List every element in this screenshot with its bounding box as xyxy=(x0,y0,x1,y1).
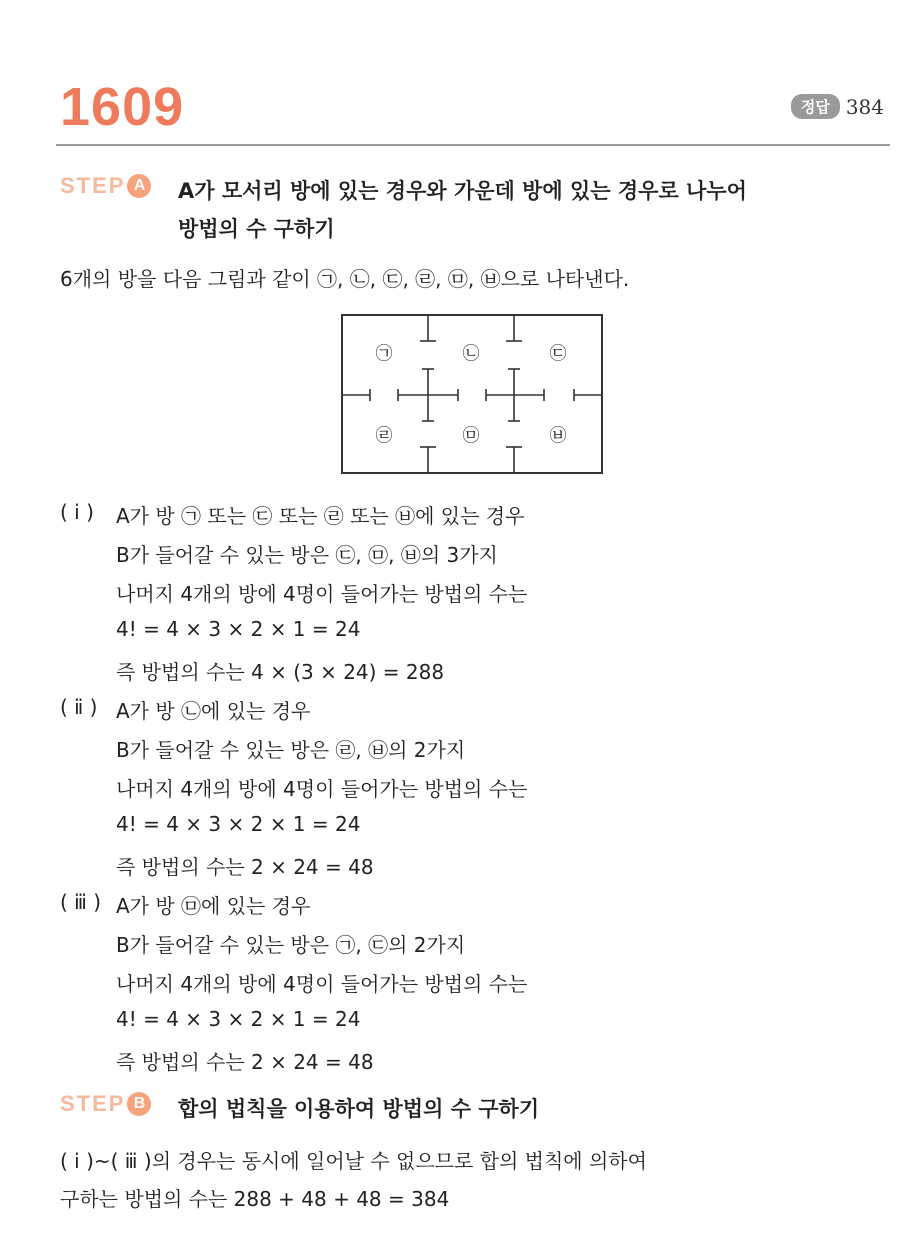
case-1-line-3: 나머지 4개의 방에 4명이 들어가는 방법의 수는 xyxy=(116,582,528,606)
room-label-5: ㉤ xyxy=(462,426,480,446)
room-label-1: ㉠ xyxy=(375,344,393,364)
room-label-3: ㉢ xyxy=(549,344,567,364)
case-1-line-1: A가 방 ㉠ 또는 ㉢ 또는 ㉣ 또는 ㉥에 있는 경우 xyxy=(116,504,525,528)
step-a-title xyxy=(178,172,747,248)
step-a-title-line1: A가 모서리 방에 있는 경우와 가운데 방에 있는 경우로 나누어 xyxy=(178,179,747,203)
case-1-label: ( ⅰ ) xyxy=(60,500,94,524)
case-2-line-5: 즉 방법의 수는 2 × 24 = 48 xyxy=(116,855,374,879)
room-diagram xyxy=(340,313,604,475)
case-3-line-4: 4! = 4 × 3 × 2 × 1 = 24 xyxy=(116,1007,361,1031)
room-label-2: ㉡ xyxy=(462,344,480,364)
step-a-header xyxy=(60,172,747,248)
case-2-line-1: A가 방 ㉡에 있는 경우 xyxy=(116,699,311,723)
case-2-line-4: 4! = 4 × 3 × 2 × 1 = 24 xyxy=(116,812,361,836)
room-label-6: ㉥ xyxy=(549,426,567,446)
problem-number: 1609 xyxy=(60,77,185,137)
answer-badge: 정답 xyxy=(791,94,840,119)
intro-text: 6개의 방을 다음 그림과 같이 ㉠, ㉡, ㉢, ㉣, ㉤, ㉥으로 나타낸다. xyxy=(60,267,630,291)
case-2-label: ( ⅱ ) xyxy=(60,695,98,719)
case-3-line-5: 즉 방법의 수는 2 × 24 = 48 xyxy=(116,1050,374,1074)
case-1-line-4: 4! = 4 × 3 × 2 × 1 = 24 xyxy=(116,617,361,641)
case-3-line-1: A가 방 ㉤에 있는 경우 xyxy=(116,894,311,918)
case-1-line-5: 즉 방법의 수는 4 × (3 × 24) = 288 xyxy=(116,660,445,684)
answer-value: 384 xyxy=(845,94,884,119)
case-3-line-3: 나머지 4개의 방에 4명이 들어가는 방법의 수는 xyxy=(116,972,528,996)
step-b-tag xyxy=(60,1090,178,1117)
case-3-label: ( ⅲ ) xyxy=(60,890,102,914)
room-walls xyxy=(342,315,602,473)
room-label-4: ㉣ xyxy=(375,426,393,446)
answer-reference xyxy=(791,94,884,119)
header-divider xyxy=(56,144,890,146)
step-b-tag-text: STEP xyxy=(60,1091,126,1116)
case-1-line-2: B가 들어갈 수 있는 방은 ㉢, ㉤, ㉥의 3가지 xyxy=(116,543,498,567)
step-a-letter: A xyxy=(127,174,151,198)
step-b-letter: B xyxy=(127,1092,151,1116)
case-2-line-2: B가 들어갈 수 있는 방은 ㉣, ㉥의 2가지 xyxy=(116,738,466,762)
step-a-title-line2: 방법의 수 구하기 xyxy=(178,217,335,241)
room-outline xyxy=(342,315,602,473)
case-2-line-3: 나머지 4개의 방에 4명이 들어가는 방법의 수는 xyxy=(116,777,528,801)
case-3-line-2: B가 들어갈 수 있는 방은 ㉠, ㉢의 2가지 xyxy=(116,933,466,957)
conclusion-line-1: ( ⅰ )~( ⅲ )의 경우는 동시에 일어날 수 없으므로 합의 법칙에 의하여 xyxy=(60,1149,647,1173)
conclusion-line-2: 구하는 방법의 수는 288 + 48 + 48 = 384 xyxy=(60,1187,450,1211)
step-b-header xyxy=(60,1090,539,1128)
step-a-tag xyxy=(60,172,178,199)
step-a-tag-text: STEP xyxy=(60,173,126,198)
step-b-title: 합의 법칙을 이용하여 방법의 수 구하기 xyxy=(178,1097,540,1121)
